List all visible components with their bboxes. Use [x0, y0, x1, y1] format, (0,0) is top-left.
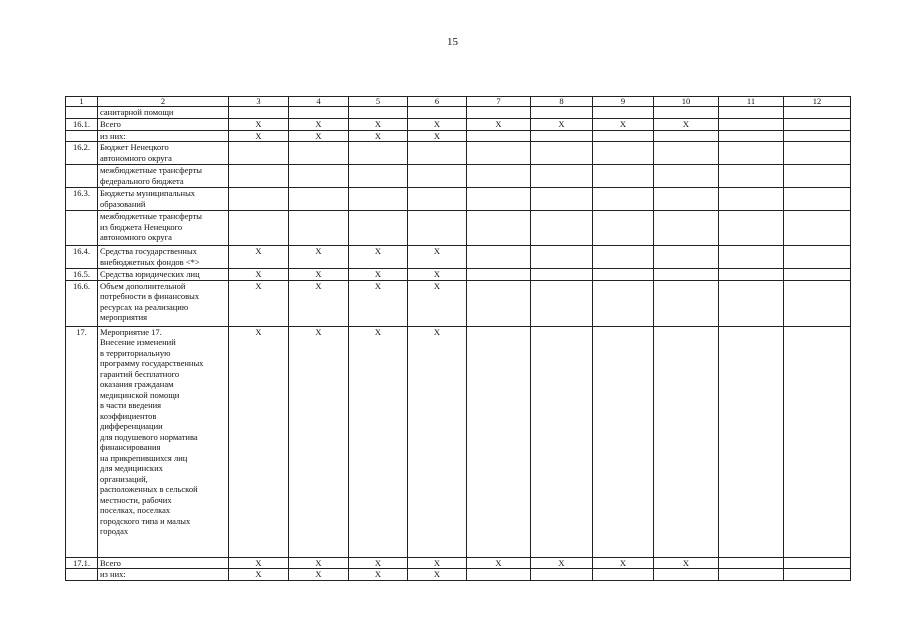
value-cell: X [349, 246, 408, 269]
value-cell [467, 280, 531, 326]
row-number [66, 569, 98, 581]
value-cell [531, 130, 593, 142]
value-cell: X [289, 269, 349, 281]
value-cell [784, 557, 851, 569]
value-cell: X [531, 557, 593, 569]
value-cell [784, 107, 851, 119]
value-cell [784, 118, 851, 130]
value-cell [719, 130, 784, 142]
value-cell: X [229, 557, 289, 569]
value-cell: X [467, 557, 531, 569]
value-cell: X [408, 280, 467, 326]
value-cell [719, 557, 784, 569]
header-row [66, 97, 851, 107]
table-row [66, 165, 851, 188]
row-label: Бюджет Ненецкого автономного округа [98, 142, 229, 165]
value-cell [784, 188, 851, 211]
value-cell [593, 246, 654, 269]
value-cell [229, 107, 289, 119]
value-cell: X [289, 326, 349, 557]
row-number: 16.6. [66, 280, 98, 326]
row-number [66, 211, 98, 246]
value-cell [408, 211, 467, 246]
value-cell: X [408, 557, 467, 569]
value-cell: X [289, 557, 349, 569]
value-cell [654, 142, 719, 165]
value-cell: X [654, 118, 719, 130]
value-cell: X [229, 326, 289, 557]
column-header: 7 [467, 97, 531, 107]
value-cell [467, 569, 531, 581]
value-cell [408, 165, 467, 188]
table-row [66, 211, 851, 246]
table-row [66, 269, 851, 281]
column-header: 5 [349, 97, 408, 107]
row-label: из них: [98, 569, 229, 581]
value-cell: X [349, 557, 408, 569]
column-header: 6 [408, 97, 467, 107]
value-cell [719, 246, 784, 269]
value-cell [719, 569, 784, 581]
value-cell [531, 107, 593, 119]
value-cell [593, 188, 654, 211]
value-cell: X [229, 280, 289, 326]
value-cell [784, 130, 851, 142]
row-number [66, 107, 98, 119]
value-cell: X [408, 246, 467, 269]
value-cell [467, 142, 531, 165]
value-cell [467, 246, 531, 269]
table-row [66, 118, 851, 130]
row-number: 16.4. [66, 246, 98, 269]
row-label: межбюджетные трансферты федерального бюджета [98, 165, 229, 188]
value-cell: X [289, 130, 349, 142]
value-cell [654, 211, 719, 246]
row-number [66, 130, 98, 142]
row-label: Всего [98, 557, 229, 569]
funding-table [65, 96, 851, 581]
value-cell [531, 269, 593, 281]
value-cell [467, 130, 531, 142]
value-cell [349, 107, 408, 119]
value-cell [654, 246, 719, 269]
value-cell [593, 269, 654, 281]
value-cell: X [289, 569, 349, 581]
table-row [66, 569, 851, 581]
value-cell [719, 107, 784, 119]
value-cell [719, 118, 784, 130]
column-header: 11 [719, 97, 784, 107]
value-cell [531, 326, 593, 557]
value-cell: X [289, 246, 349, 269]
row-number: 16.1. [66, 118, 98, 130]
value-cell [719, 326, 784, 557]
value-cell: X [408, 130, 467, 142]
column-header: 1 [66, 97, 98, 107]
value-cell [531, 142, 593, 165]
row-label: Бюджеты муниципальных образований [98, 188, 229, 211]
value-cell [784, 211, 851, 246]
value-cell [593, 107, 654, 119]
value-cell [467, 326, 531, 557]
table-row [66, 246, 851, 269]
row-label: Средства юридических лиц [98, 269, 229, 281]
column-header: 9 [593, 97, 654, 107]
value-cell: X [229, 569, 289, 581]
value-cell [784, 142, 851, 165]
value-cell [654, 326, 719, 557]
value-cell [593, 280, 654, 326]
value-cell [719, 269, 784, 281]
row-label: Мероприятие 17. Внесение изменений в территориальную программу государственных гарантий бесплатного оказания гражданам медицинской помощи в части введения коэффициентов дифференциации для подушевого норматива финансирования на прикрепившихся лиц для медицинских организаций, расположенных в сельской местности, рабочих поселках, поселках городского типа и малых городах [98, 326, 229, 557]
value-cell [289, 107, 349, 119]
value-cell [531, 246, 593, 269]
value-cell [289, 188, 349, 211]
table-row [66, 107, 851, 119]
value-cell: X [349, 118, 408, 130]
value-cell [784, 326, 851, 557]
column-header: 12 [784, 97, 851, 107]
value-cell: X [349, 269, 408, 281]
value-cell [467, 107, 531, 119]
value-cell [719, 280, 784, 326]
value-cell [593, 165, 654, 188]
value-cell: X [467, 118, 531, 130]
value-cell [349, 142, 408, 165]
row-number: 16.3. [66, 188, 98, 211]
value-cell: X [349, 326, 408, 557]
row-number: 16.2. [66, 142, 98, 165]
value-cell [408, 188, 467, 211]
row-label: Средства государственных внебюджетных фондов <*> [98, 246, 229, 269]
value-cell: X [408, 569, 467, 581]
row-label: межбюджетные трансферты из бюджета Ненецкого автономного округа [98, 211, 229, 246]
row-number: 17. [66, 326, 98, 557]
value-cell [349, 188, 408, 211]
table-row [66, 557, 851, 569]
value-cell [531, 569, 593, 581]
value-cell: X [289, 118, 349, 130]
value-cell [408, 142, 467, 165]
value-cell [593, 326, 654, 557]
value-cell: X [349, 569, 408, 581]
value-cell [349, 165, 408, 188]
column-header: 2 [98, 97, 229, 107]
value-cell [784, 165, 851, 188]
value-cell [289, 211, 349, 246]
value-cell [719, 142, 784, 165]
row-number: 17.1. [66, 557, 98, 569]
value-cell [229, 188, 289, 211]
value-cell [654, 269, 719, 281]
value-cell: X [229, 130, 289, 142]
value-cell: X [593, 557, 654, 569]
value-cell: X [408, 326, 467, 557]
table-row [66, 326, 851, 557]
row-number: 16.5. [66, 269, 98, 281]
value-cell [654, 107, 719, 119]
value-cell [593, 130, 654, 142]
value-cell [229, 142, 289, 165]
table-row [66, 130, 851, 142]
value-cell [654, 280, 719, 326]
value-cell [531, 280, 593, 326]
table-row [66, 280, 851, 326]
row-label: санитарной помощи [98, 107, 229, 119]
value-cell [654, 165, 719, 188]
value-cell [719, 165, 784, 188]
value-cell [531, 165, 593, 188]
value-cell: X [349, 280, 408, 326]
value-cell: X [408, 118, 467, 130]
value-cell [408, 107, 467, 119]
value-cell [289, 142, 349, 165]
value-cell [593, 142, 654, 165]
value-cell [593, 569, 654, 581]
value-cell: X [289, 280, 349, 326]
value-cell [654, 188, 719, 211]
value-cell [467, 188, 531, 211]
value-cell [784, 569, 851, 581]
column-header: 10 [654, 97, 719, 107]
value-cell [719, 211, 784, 246]
value-cell [349, 211, 408, 246]
value-cell [719, 188, 784, 211]
value-cell: X [229, 269, 289, 281]
value-cell [784, 269, 851, 281]
value-cell: X [229, 246, 289, 269]
value-cell [654, 130, 719, 142]
row-label: Объем дополнительной потребности в финансовых ресурсах на реализацию мероприятия [98, 280, 229, 326]
value-cell [784, 280, 851, 326]
value-cell [531, 211, 593, 246]
value-cell: X [408, 269, 467, 281]
column-header: 8 [531, 97, 593, 107]
value-cell: X [229, 118, 289, 130]
value-cell [784, 246, 851, 269]
value-cell [531, 188, 593, 211]
page-number: 15 [447, 36, 458, 48]
value-cell [593, 211, 654, 246]
value-cell [467, 269, 531, 281]
value-cell [654, 569, 719, 581]
table-row [66, 188, 851, 211]
value-cell [467, 165, 531, 188]
value-cell [229, 211, 289, 246]
column-header: 3 [229, 97, 289, 107]
value-cell [467, 211, 531, 246]
value-cell: X [593, 118, 654, 130]
table-row [66, 142, 851, 165]
row-number [66, 165, 98, 188]
column-header: 4 [289, 97, 349, 107]
value-cell [289, 165, 349, 188]
value-cell: X [531, 118, 593, 130]
row-label: Всего [98, 118, 229, 130]
value-cell: X [654, 557, 719, 569]
value-cell [229, 165, 289, 188]
value-cell: X [349, 130, 408, 142]
row-label: из них: [98, 130, 229, 142]
